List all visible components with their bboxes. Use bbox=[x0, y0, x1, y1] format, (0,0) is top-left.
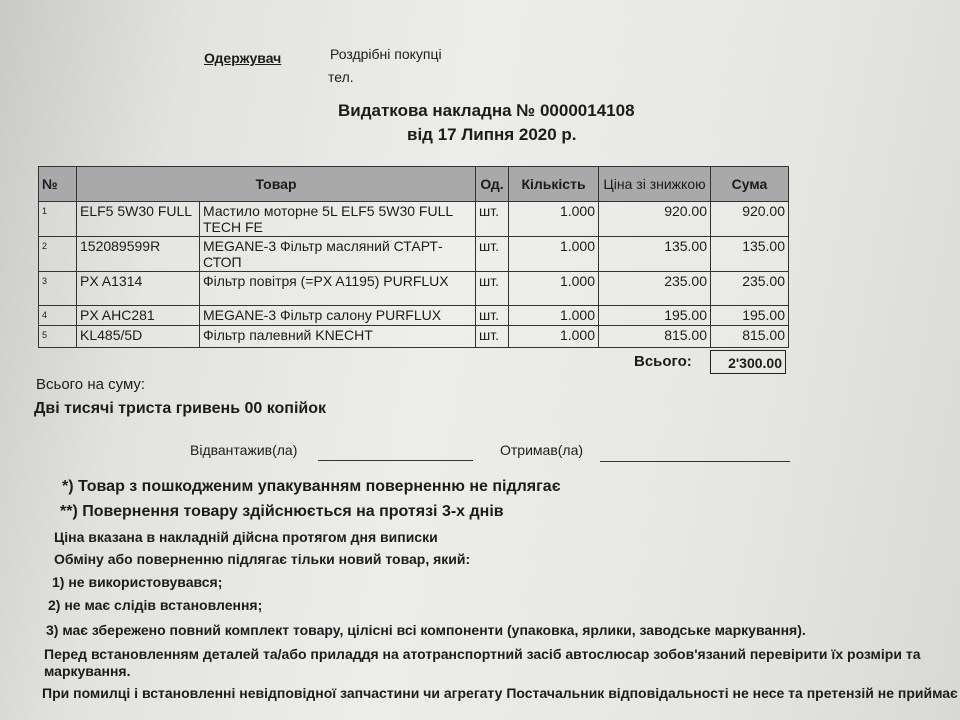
shipped-by-label: Відвантажив(ла) bbox=[190, 442, 298, 458]
row-price: 135.00 bbox=[599, 237, 711, 272]
note-exchange-conditions: Обміну або поверненню підлягає тільки новий товар, який: bbox=[54, 551, 471, 567]
row-quantity: 1.000 bbox=[509, 326, 599, 348]
row-product-code: PX A1314 bbox=[77, 272, 200, 306]
row-quantity: 1.000 bbox=[509, 237, 599, 272]
row-sum: 195.00 bbox=[711, 306, 789, 326]
col-product-header: Товар bbox=[77, 167, 476, 202]
recipient-value: Роздрібні покупці bbox=[330, 46, 442, 62]
row-unit: шт. bbox=[476, 237, 509, 272]
row-price: 815.00 bbox=[599, 326, 711, 348]
phone-label: тел. bbox=[328, 69, 354, 85]
shipped-by-signature-line bbox=[318, 460, 473, 461]
col-price-header: Ціна зі знижкою bbox=[599, 167, 711, 202]
row-quantity: 1.000 bbox=[509, 272, 599, 306]
note-condition-2: 2) не має слідів встановлення; bbox=[48, 597, 263, 613]
row-sum: 235.00 bbox=[711, 272, 789, 306]
note-price-validity: Ціна вказана в накладній дійсна протягом дня виписки bbox=[54, 529, 438, 545]
invoice-table bbox=[38, 166, 789, 348]
amount-label: Всього на суму: bbox=[36, 376, 146, 393]
table-row bbox=[39, 326, 789, 348]
row-sum: 920.00 bbox=[711, 202, 789, 237]
row-price: 920.00 bbox=[599, 202, 711, 237]
total-label: Всього: bbox=[634, 353, 692, 370]
row-product-code: PX AHC281 bbox=[77, 306, 200, 326]
col-unit-header: Од. bbox=[476, 167, 509, 202]
note-condition-3: 3) має збережено повний комплект товару, цілісні всі компоненти (упаковка, ярлики, заводське маркування). bbox=[46, 622, 806, 638]
amount-in-words: Дві тисячі триста гривень 00 копійок bbox=[34, 400, 327, 417]
row-number: 2 bbox=[39, 237, 77, 272]
table-row bbox=[39, 272, 789, 306]
received-by-label: Отримав(ла) bbox=[500, 442, 584, 458]
row-unit: шт. bbox=[476, 306, 509, 326]
row-product-name: Мастило моторне 5L ELF5 5W30 FULL TECH FE bbox=[200, 202, 476, 237]
row-product-name: Фільтр палевний KNECHT bbox=[200, 326, 476, 348]
document-date: від 17 Липня 2020 р. bbox=[407, 125, 577, 144]
row-sum: 135.00 bbox=[711, 237, 789, 272]
table-row bbox=[39, 202, 789, 237]
col-qty-header: Кількість bbox=[509, 167, 599, 202]
row-number: 1 bbox=[39, 202, 77, 237]
row-product-code: KL485/5D bbox=[77, 326, 200, 348]
table-row bbox=[39, 237, 789, 272]
row-product-name: MEGANE-3 Фільтр салону PURFLUX bbox=[200, 306, 476, 326]
row-unit: шт. bbox=[476, 202, 509, 237]
table-header-row bbox=[39, 167, 789, 202]
note-return-period: **) Повернення товару здійснюється на протязі 3-х днів bbox=[60, 503, 504, 520]
col-sum-header: Сума bbox=[711, 167, 789, 202]
table-row bbox=[39, 306, 789, 326]
document-title: Видаткова накладна № 0000014108 bbox=[338, 101, 635, 120]
row-number: 5 bbox=[39, 326, 77, 348]
row-number: 3 bbox=[39, 272, 77, 306]
col-number-header: № bbox=[39, 167, 77, 202]
received-by-signature-line bbox=[600, 461, 790, 462]
row-unit: шт. bbox=[476, 272, 509, 306]
note-condition-1: 1) не використовувався; bbox=[52, 574, 223, 590]
total-value: 2'300.00 bbox=[710, 350, 786, 374]
row-product-name: MEGANE-3 Фільтр масляний СТАРТ-СТОП bbox=[200, 237, 476, 272]
note-damaged-packaging: *) Товар з пошкодженим упакуванням поверненню не підлягає bbox=[62, 478, 561, 495]
row-product-name: Фільтр повітря (=PX A1195) PURFLUX bbox=[200, 272, 476, 306]
note-liability: При помилці і встановленні невідповідної запчастини чи агрегату Постачальник відповідальності не несе та претензій не приймає bbox=[42, 685, 958, 701]
row-unit: шт. bbox=[476, 326, 509, 348]
row-product-code: ELF5 5W30 FULL bbox=[77, 202, 200, 237]
row-price: 235.00 bbox=[599, 272, 711, 306]
row-product-code: 152089599R bbox=[77, 237, 200, 272]
note-installation-check: Перед встановленням деталей та/або приладдя на атотранспортний засіб автослюсар зобов'язаний перевірити їх розміри та маркування. bbox=[44, 646, 921, 679]
row-quantity: 1.000 bbox=[509, 202, 599, 237]
recipient-label: Одержувач bbox=[204, 50, 282, 66]
row-sum: 815.00 bbox=[711, 326, 789, 348]
row-quantity: 1.000 bbox=[509, 306, 599, 326]
row-number: 4 bbox=[39, 306, 77, 326]
row-price: 195.00 bbox=[599, 306, 711, 326]
